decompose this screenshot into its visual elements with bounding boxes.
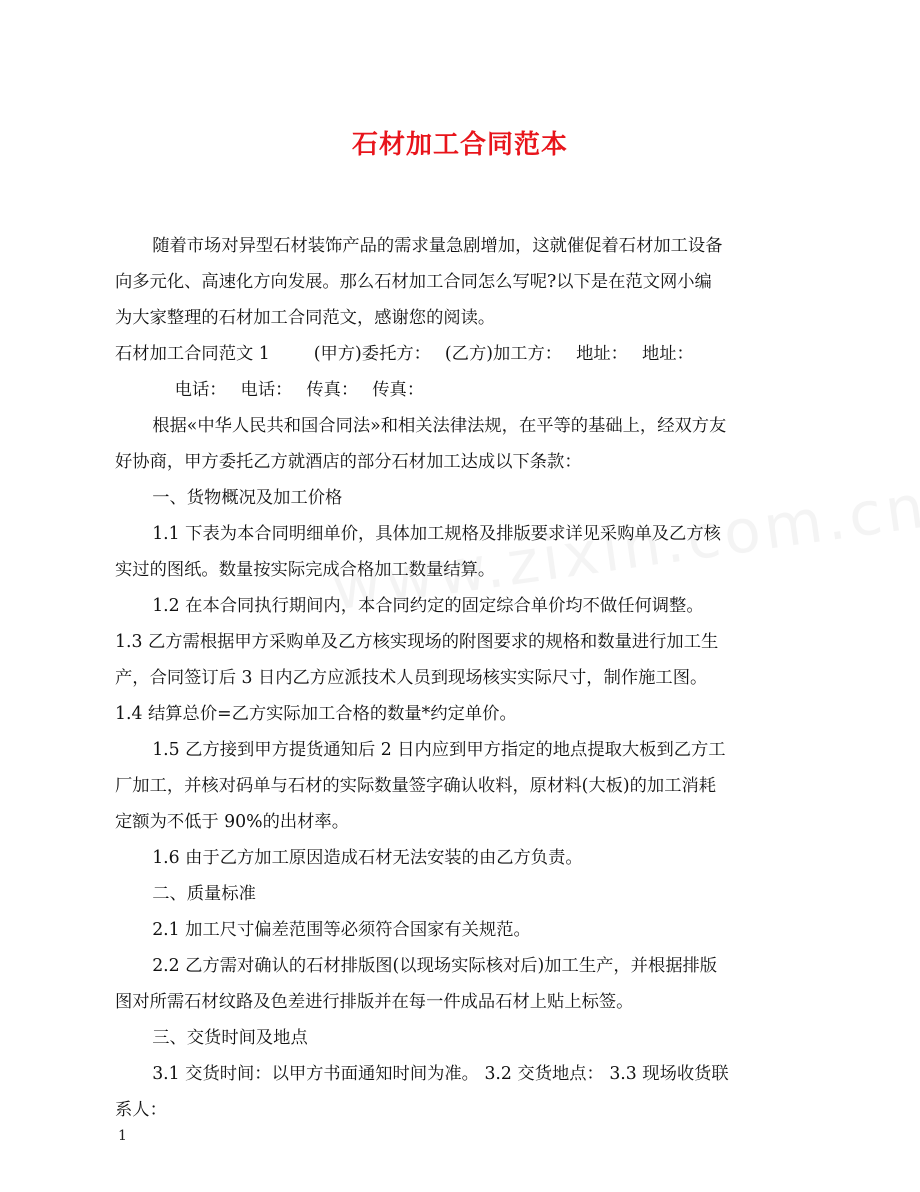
clause-line: 系人： [115, 1100, 167, 1120]
document-body [115, 228, 795, 1128]
preamble-line: 根据«中华人民共和国合同法»和相关法律法规，在平等的基础上，经双方友 [152, 416, 727, 436]
contact-line [115, 372, 795, 408]
preamble-line: 好协商，甲方委托乙方就酒店的部分石材加工达成以下条款： [115, 452, 582, 472]
tel-b-label: 电话： [240, 380, 293, 400]
clause-line: 产，合同签订后 3 日内乙方应派技术人员到现场核实实际尺寸，制作施工图。 [115, 668, 708, 688]
address-b-label: 地址： [641, 344, 694, 364]
clause-line: 1.5 乙方接到甲方提货通知后 2 日内应到甲方指定的地点提取大板到乙方工 [152, 740, 726, 760]
clause-line: 图对所需石材纹路及色差进行排版并在每一件成品石材上贴上标签。 [115, 992, 634, 1012]
clause-line: 1.3 乙方需根据甲方采购单及乙方核实现场的附图要求的规格和数量进行加工生 [115, 632, 719, 652]
clause-line: 3.1 交货时间：以甲方书面通知时间为准。 3.2 交货地点： 3.3 现场收货联 [152, 1064, 729, 1084]
fax-a-label: 传真： [306, 380, 359, 400]
clause-line: 厂加工，并核对码单与石材的实际数量签字确认收料，原材料(大板)的加工消耗 [115, 776, 717, 796]
party-b-label: (乙方)加工方： [444, 344, 563, 364]
clause-line: 定额为不低于 90%的出材率。 [115, 812, 349, 832]
section-heading: 二、质量标准 [152, 884, 256, 904]
intro-paragraph [115, 228, 795, 264]
parties-line [115, 336, 795, 372]
intro-line: 随着市场对异型石材装饰产品的需求量急剧增加，这就催促着石材加工设备 [152, 236, 723, 256]
clause-line: 1.2 在本合同执行期间内，本合同约定的固定综合单价均不做任何调整。 [152, 596, 704, 616]
sample-label: 石材加工合同范文 1 [115, 344, 270, 364]
fax-b-label: 传真： [372, 380, 425, 400]
document-title: 石材加工合同范本 [351, 130, 568, 160]
section-heading: 三、交货时间及地点 [152, 1028, 308, 1048]
address-a-label: 地址： [576, 344, 628, 364]
clause-line: 实过的图纸。数量按实际完成合格加工数量结算。 [115, 560, 496, 580]
clause-line: 1.6 由于乙方加工原因造成石材无法安装的由乙方负责。 [152, 848, 583, 868]
intro-line: 向多元化、高速化方向发展。那么石材加工合同怎么写呢?以下是在范文网小编 [115, 272, 712, 292]
tel-a-label: 电话： [174, 380, 227, 400]
clause-line: 2.2 乙方需对确认的石材排版图(以现场实际核对后)加工生产，并根据排版 [152, 956, 718, 976]
clause-line: 2.1 加工尺寸偏差范围等必须符合国家有关规范。 [152, 920, 531, 940]
page-number: 1 [118, 1128, 127, 1144]
section-heading: 一、货物概况及加工价格 [152, 488, 343, 508]
intro-line: 为大家整理的石材加工合同范文，感谢您的阅读。 [115, 308, 496, 328]
party-a-label: (甲方)委托方： [313, 344, 431, 364]
clause-line: 1.1 下表为本合同明细单价，具体加工规格及排版要求详见采购单及乙方核 [152, 524, 721, 544]
clause-line: 1.4 结算总价=乙方实际加工合格的数量*约定单价。 [115, 704, 517, 724]
